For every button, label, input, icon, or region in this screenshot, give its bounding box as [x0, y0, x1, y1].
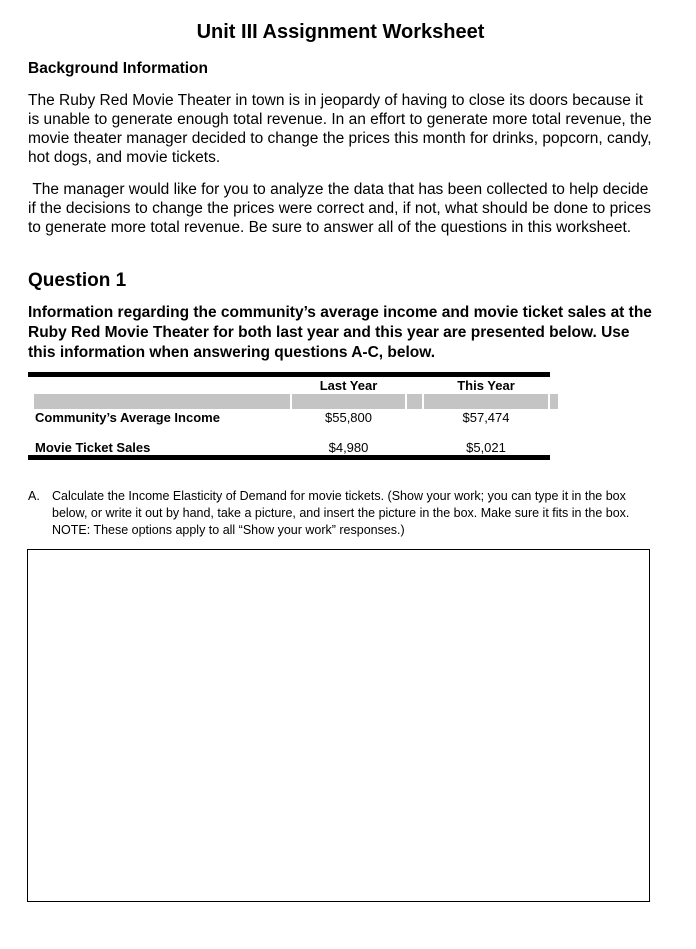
background-heading: Background Information: [28, 60, 208, 77]
answer-box[interactable]: [27, 549, 650, 902]
question-1-intro: Information regarding the community’s average income and movie ticket sales at the Ruby Red Movie Theater for both last year and this year are presented below. Use this information when answering questions A-C, below.: [28, 304, 652, 361]
table-top-rule: [28, 372, 550, 377]
background-paragraph-1: The Ruby Red Movie Theater in town is in jeopardy of having to close its doors because it is unable to generate enough total revenue. In an effort to generate more total revenue, the movie theater manager decided to change the prices this month for drinks, popcorn, candy, hot dogs, and movie tickets.: [28, 92, 652, 166]
header-shade: [34, 394, 290, 409]
item-a-label: A.: [28, 489, 40, 503]
income-sales-table: [28, 372, 558, 462]
background-paragraph-2: The manager would like for you to analyze the data that has been collected to help decide if the decisions to change the prices were correct and, if not, what should be done to prices to generate more total revenue. Be sure to answer all of the questions in this worksheet.: [28, 181, 656, 236]
table-row-label: Movie Ticket Sales: [35, 440, 151, 455]
header-shade: [424, 394, 548, 409]
column-header-last-year: Last Year: [292, 378, 405, 395]
column-header-this-year: This Year: [424, 378, 548, 395]
table-cell: $4,980: [328, 440, 369, 455]
table-bottom-rule: [28, 455, 550, 460]
table-cell: $57,474: [462, 410, 510, 425]
table-row-label: Community’s Average Income: [35, 410, 220, 425]
header-shade: [407, 394, 422, 409]
question-item-a: [28, 488, 648, 539]
table-cell: $55,800: [325, 410, 372, 425]
header-shade: [550, 394, 558, 409]
header-shade: [292, 394, 405, 409]
item-a-text: Calculate the Income Elasticity of Demand for movie tickets. (Show your work; you can type it in the box below, or write it out by hand, take a picture, and insert the picture in the box. Make sure it fits in the box. NOTE: These options apply to all “Show your work” responses.): [52, 489, 630, 537]
question-1-heading: Question 1: [28, 270, 127, 291]
worksheet-title: Unit III Assignment Worksheet: [196, 21, 485, 43]
table-cell: $5,021: [466, 440, 506, 455]
